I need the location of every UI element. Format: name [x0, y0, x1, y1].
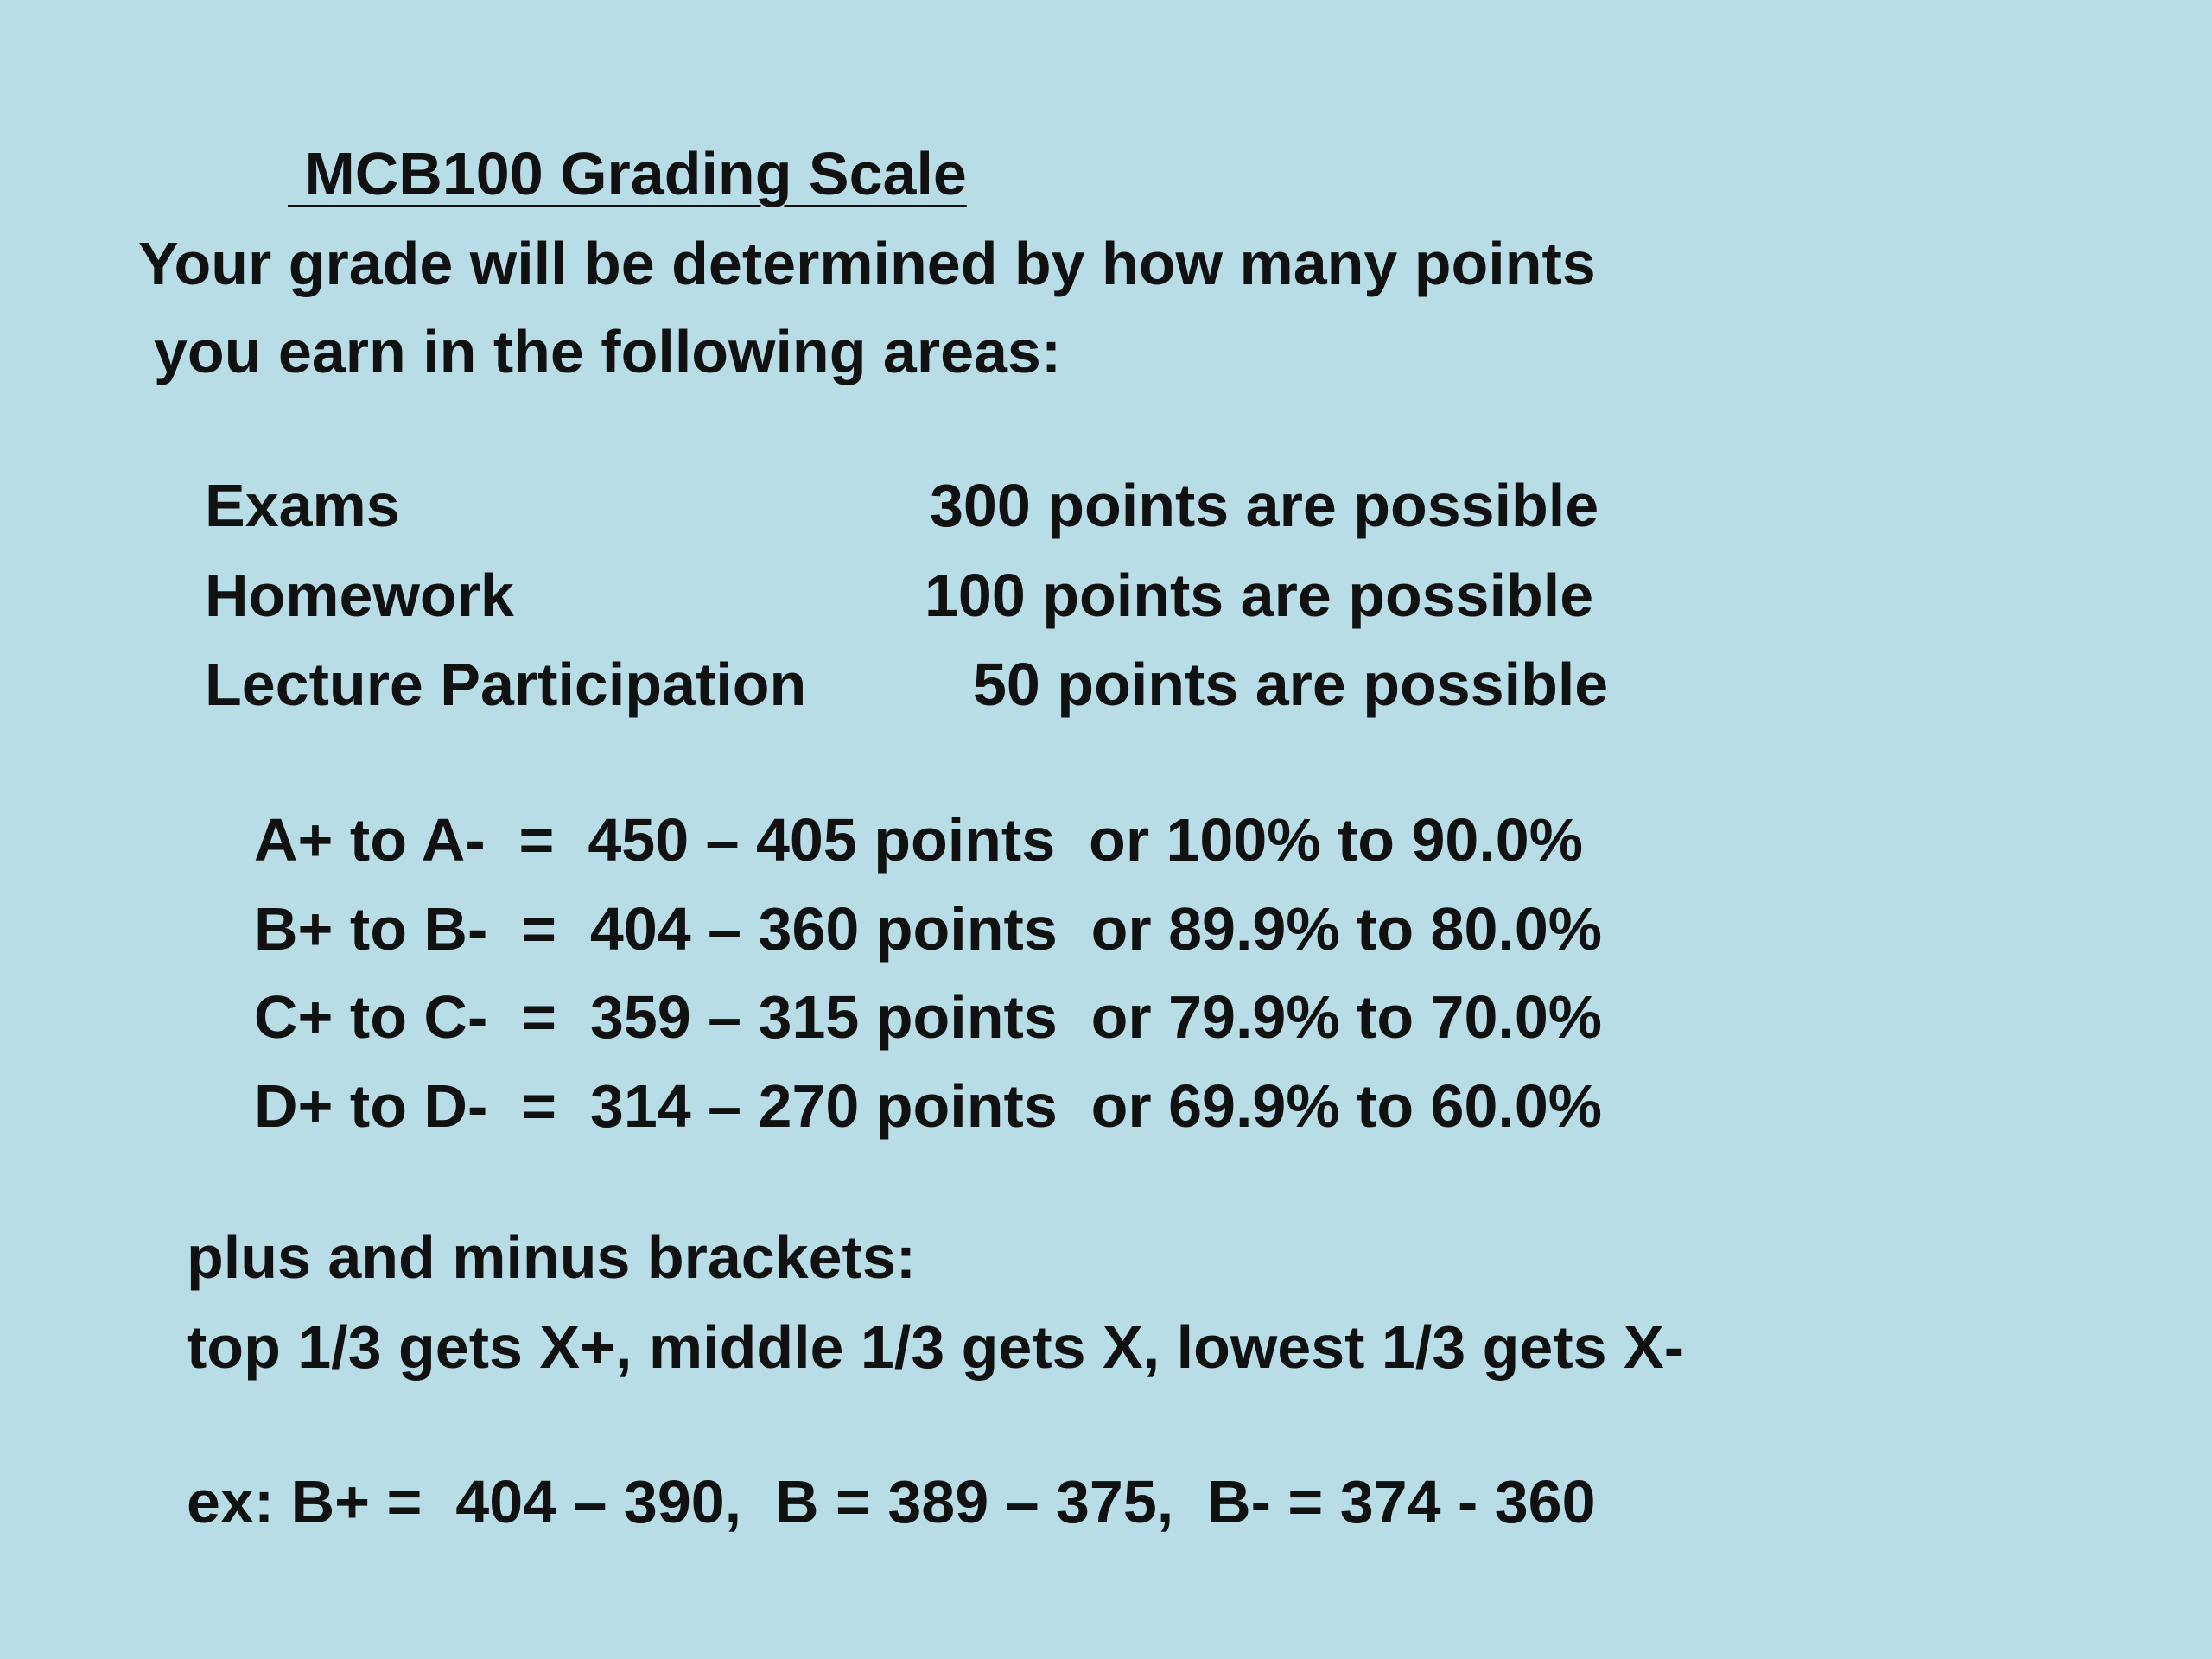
grade-row-c: C+ to C- = 359 – 315 points or 79.9% to 70.0% — [254, 983, 1603, 1051]
area-points-lecture-participation: 50 points are possible — [973, 651, 1609, 718]
bracket-example: ex: B+ = 404 – 390, B = 389 – 375, B- = 374 - 360 — [187, 1468, 1596, 1535]
area-name-lecture-participation: Lecture Participation — [205, 651, 807, 718]
intro-line-1: Your grade will be determined by how many points — [138, 230, 1596, 297]
area-points-exams: 300 points are possible — [930, 472, 1599, 539]
grade-row-d: D+ to D- = 314 – 270 points or 69.9% to 60.0% — [254, 1072, 1603, 1140]
area-points-homework: 100 points are possible — [925, 562, 1594, 629]
grade-row-b: B+ to B- = 404 – 360 points or 89.9% to 80.0% — [254, 895, 1603, 963]
area-name-homework: Homework — [205, 562, 514, 629]
area-name-exams: Exams — [205, 472, 400, 539]
intro-line-2: you earn in the following areas: — [154, 318, 1062, 385]
page-title: MCB100 Grading Scale — [288, 140, 967, 207]
brackets-heading: plus and minus brackets: — [187, 1224, 917, 1291]
brackets-rule: top 1/3 gets X+, middle 1/3 gets X, lowest 1/3 gets X- — [187, 1313, 1685, 1381]
grade-row-a: A+ to A- = 450 – 405 points or 100% to 90.0% — [254, 806, 1583, 874]
